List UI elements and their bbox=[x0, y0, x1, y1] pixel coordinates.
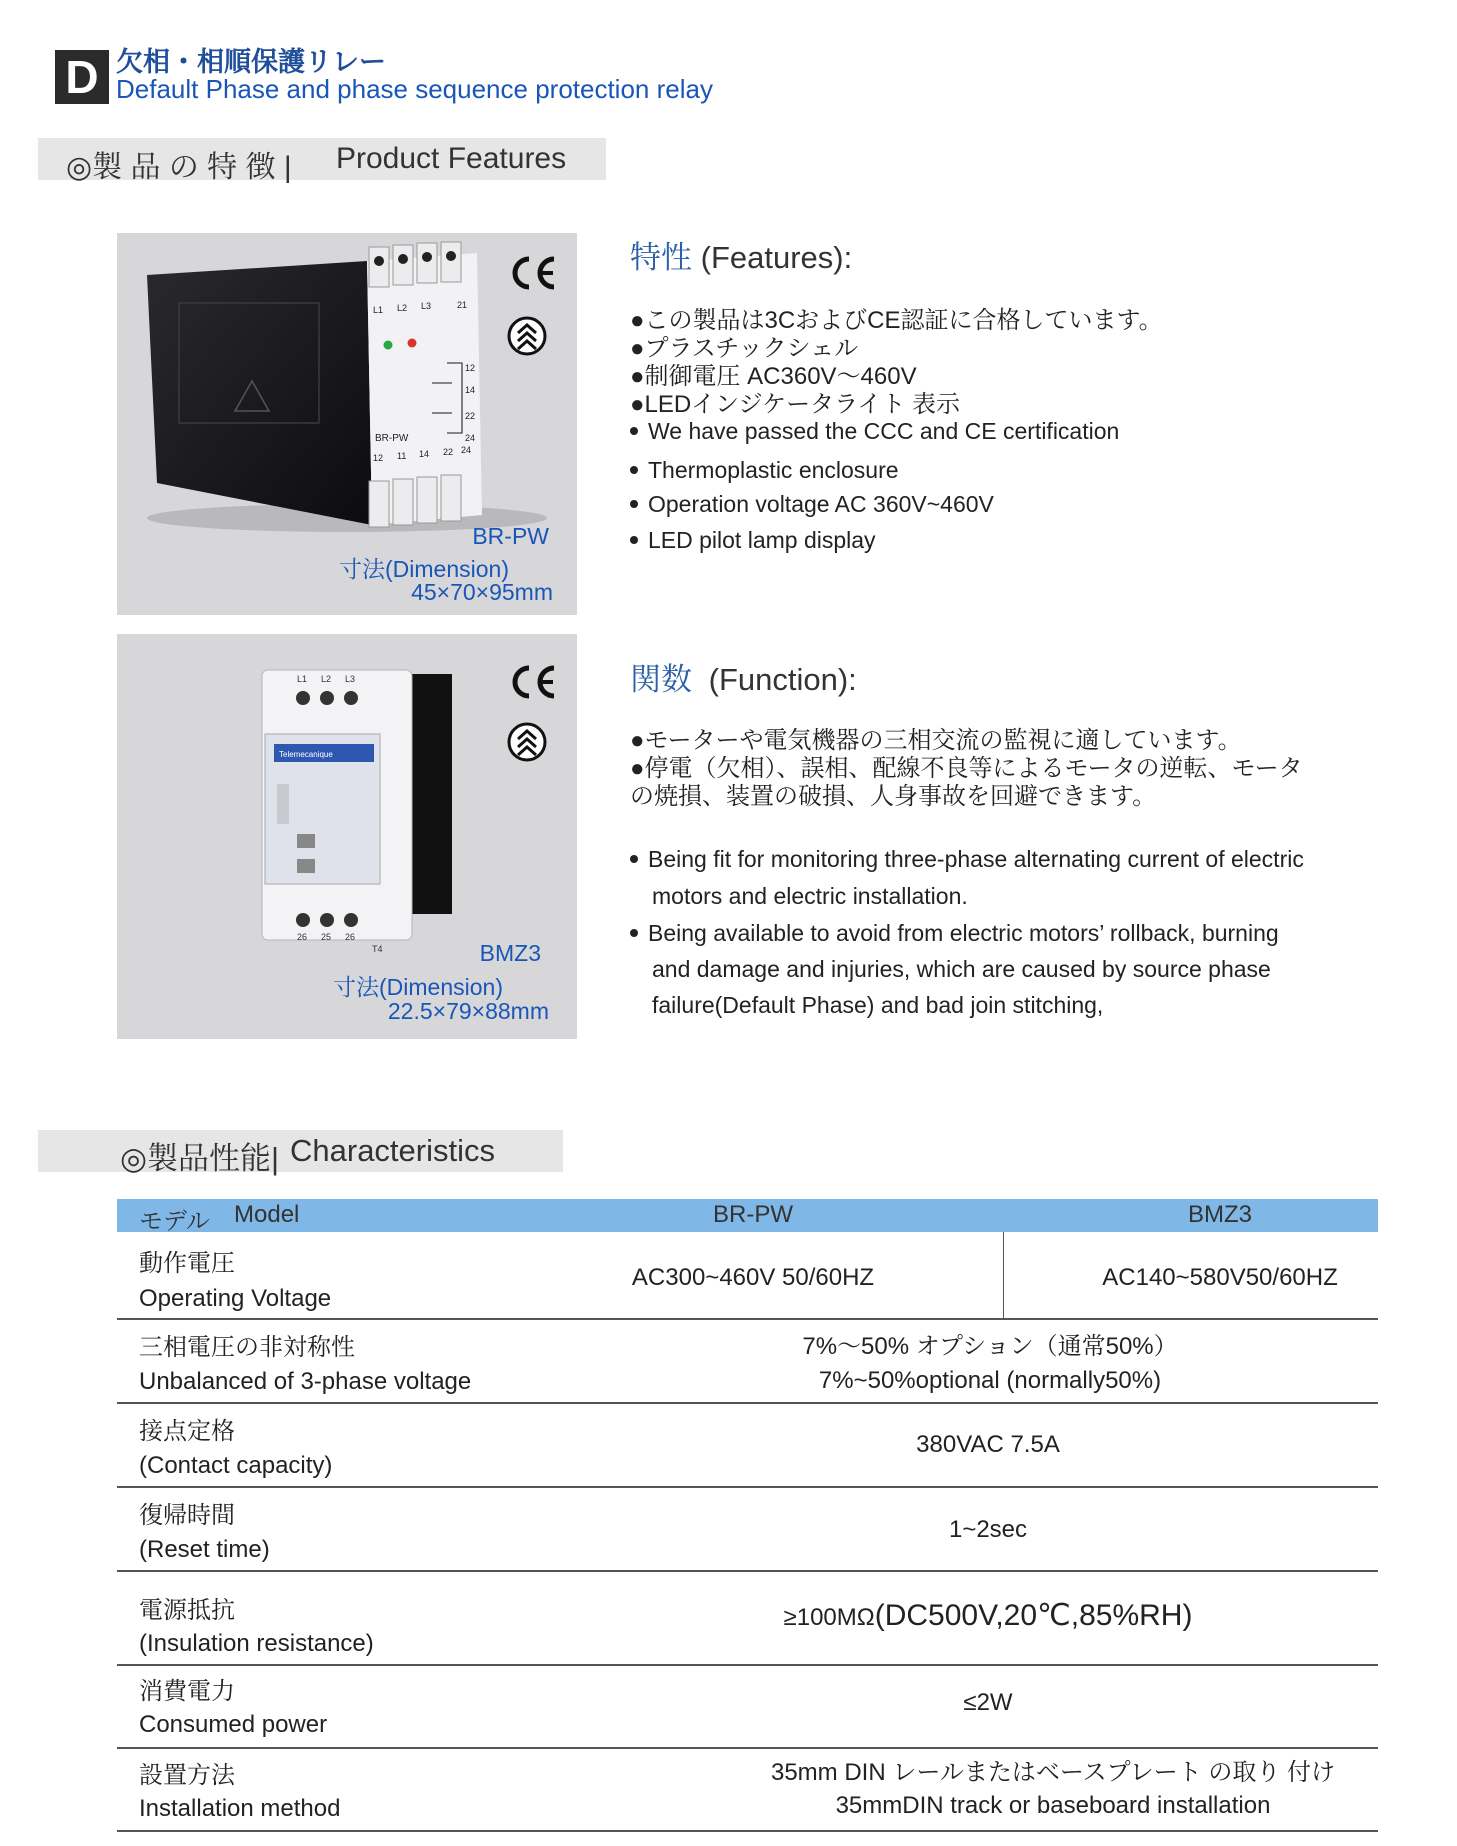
row-label-ja: 設置方法 bbox=[139, 1762, 235, 1789]
dimension-value: 45×70×95mm bbox=[411, 579, 553, 605]
terminal-label: 26 bbox=[345, 932, 356, 942]
row-label-ja: 接点定格 bbox=[139, 1418, 235, 1445]
feature-ja-item: ●この製品は3CおよびCE認証に合格しています。 bbox=[630, 307, 1163, 334]
terminal-label: L3 bbox=[421, 301, 432, 311]
ce-mark-icon bbox=[515, 668, 554, 696]
function-ja-line: の焼損、装置の破損、人身事故を回避できます。 bbox=[630, 783, 1157, 810]
section-label-en: Product Features bbox=[336, 142, 567, 175]
terminal-label: 21 bbox=[457, 300, 468, 310]
section-header-features bbox=[38, 138, 606, 184]
row-label-ja: 消費電力 bbox=[139, 1678, 235, 1705]
row-value-en: 7%~50%optional (normally50%) bbox=[818, 1367, 1162, 1394]
row-divider bbox=[117, 1402, 1378, 1404]
table-header-col1: BR-PW bbox=[713, 1201, 793, 1228]
terminal-label: 14 bbox=[465, 385, 476, 395]
feature-ja-item: ●制御電圧 AC360V～460V bbox=[630, 363, 917, 390]
terminal-label: 24 bbox=[465, 433, 476, 443]
row-value-small: ≥100MΩ bbox=[783, 1604, 875, 1631]
row-divider bbox=[117, 1486, 1378, 1488]
function-en-item-cont: motors and electric installation. bbox=[652, 883, 968, 909]
ccc-mark-icon bbox=[509, 724, 545, 760]
feature-en-item: Thermoplastic enclosure bbox=[630, 457, 899, 484]
row-value: ≤2W bbox=[963, 1689, 1013, 1716]
column-divider bbox=[1003, 1232, 1004, 1318]
terminal-label: 22 bbox=[443, 447, 454, 457]
page-title-en: Default Phase and phase sequence protection relay bbox=[116, 74, 713, 104]
terminal-label: L3 bbox=[345, 674, 356, 684]
product-image-br-pw bbox=[117, 233, 577, 615]
terminal-label: 14 bbox=[419, 449, 430, 459]
bullet-icon bbox=[630, 500, 638, 508]
row-label-en: (Reset time) bbox=[139, 1536, 270, 1563]
product-model-label: BMZ3 bbox=[479, 940, 541, 966]
terminal-label: T4 bbox=[372, 944, 383, 954]
row-value: 380VAC 7.5A bbox=[916, 1431, 1060, 1458]
section-label-en: Characteristics bbox=[290, 1133, 495, 1168]
terminal-label: L2 bbox=[321, 674, 332, 684]
row-label-en: Operating Voltage bbox=[139, 1285, 332, 1312]
row-label-en: Unbalanced of 3-phase voltage bbox=[139, 1368, 472, 1395]
row-label-en: Consumed power bbox=[139, 1711, 328, 1738]
feature-en-item: LED pilot lamp display bbox=[630, 527, 876, 554]
product-model-label: BR-PW bbox=[472, 523, 549, 549]
function-en-item: Being fit for monitoring three-phase alternating current of electric bbox=[630, 846, 1304, 873]
ccc-mark-icon bbox=[509, 318, 545, 354]
function-heading-ja: 関数 bbox=[630, 662, 692, 697]
features-heading bbox=[630, 232, 852, 277]
brand-logo: Telemecanique bbox=[279, 750, 333, 759]
device-model-label: BR-PW bbox=[375, 433, 409, 444]
bullet-icon bbox=[630, 427, 638, 435]
terminal-label: 22 bbox=[465, 411, 476, 421]
dimension-label: 寸法(Dimension) bbox=[333, 974, 503, 1000]
row-divider bbox=[117, 1830, 1378, 1832]
section-label-ja: ◎製品性能| bbox=[120, 1141, 280, 1176]
function-en-item-cont: failure(Default Phase) and bad join stitching, bbox=[652, 992, 1104, 1018]
table-header-model-ja: モデル bbox=[139, 1208, 210, 1235]
section-header-characteristics bbox=[38, 1130, 563, 1176]
function-ja-line: ●停電（欠相）、誤相、配線不良等によるモータの逆転、モータ bbox=[630, 755, 1303, 782]
terminal-label: 26 bbox=[297, 932, 308, 942]
row-value-ja: 35mm DIN レールまたはベースプレート の取り 付け bbox=[770, 1759, 1336, 1786]
table-header-col2: BMZ3 bbox=[1187, 1201, 1253, 1228]
dimension-label: 寸法(Dimension) bbox=[339, 556, 509, 582]
row-value: 1~2sec bbox=[948, 1516, 1028, 1543]
feature-en-item: We have passed the CCC and CE certification bbox=[630, 418, 1119, 445]
dimension-value: 22.5×79×88mm bbox=[387, 998, 549, 1024]
row-divider bbox=[117, 1318, 1378, 1320]
row-label-ja: 動作電圧 bbox=[139, 1250, 235, 1277]
terminal-label: L2 bbox=[397, 303, 408, 313]
features-heading-en: (Features): bbox=[700, 240, 853, 275]
function-en-item: Being available to avoid from electric motors’ rollback, burning bbox=[630, 920, 1279, 947]
table-header-model-en: Model bbox=[234, 1201, 300, 1228]
row-value bbox=[784, 1598, 1193, 1633]
bullet-icon bbox=[630, 929, 638, 937]
function-ja-line: ●モーターや電気機器の三相交流の監視に適しています。 bbox=[630, 727, 1242, 754]
row-label-ja: 復帰時間 bbox=[139, 1502, 235, 1529]
bullet-icon bbox=[630, 855, 638, 863]
bullet-icon bbox=[630, 466, 638, 474]
section-letter-badge: D bbox=[55, 50, 109, 104]
terminal-label: 25 bbox=[321, 932, 332, 942]
product-image-bmz3 bbox=[117, 634, 577, 1039]
feature-ja-item: ●プラスチックシェル bbox=[630, 335, 859, 362]
ce-mark-icon bbox=[515, 259, 554, 287]
bullet-icon bbox=[630, 536, 638, 544]
terminal-label: 24 bbox=[461, 445, 472, 455]
terminal-label: L1 bbox=[297, 674, 308, 684]
function-heading-en: (Function): bbox=[708, 662, 857, 697]
features-heading-ja: 特性 bbox=[630, 240, 692, 275]
row-label-ja: 電源抵抗 bbox=[139, 1597, 235, 1624]
row-value-col2: AC140~580V50/60HZ bbox=[1102, 1264, 1338, 1291]
row-value-large: (DC500V,20℃,85%RH) bbox=[874, 1599, 1193, 1632]
row-divider bbox=[117, 1664, 1378, 1666]
page-title-ja: 欠相・相順保護リレー bbox=[116, 47, 386, 77]
row-label-en: Installation method bbox=[139, 1795, 341, 1822]
terminal-label: 11 bbox=[397, 451, 407, 461]
function-en-item-cont: and damage and injuries, which are caused by source phase bbox=[652, 956, 1271, 982]
row-label-en: (Insulation resistance) bbox=[139, 1630, 374, 1657]
row-label-ja: 三相電圧の非対称性 bbox=[139, 1334, 355, 1361]
feature-ja-item: ●LEDインジケータライト 表示 bbox=[630, 391, 961, 418]
row-value-col1: AC300~460V 50/60HZ bbox=[631, 1264, 875, 1291]
table-header bbox=[117, 1199, 1378, 1235]
function-heading bbox=[630, 654, 857, 699]
terminal-label: L1 bbox=[373, 305, 384, 315]
section-label-ja: ◎製 品 の 特 徴 | bbox=[66, 151, 292, 184]
row-label-en: (Contact capacity) bbox=[139, 1452, 333, 1479]
row-divider bbox=[117, 1570, 1378, 1572]
row-value-ja: 7%～50% オプション（通常50%） bbox=[802, 1333, 1178, 1360]
terminal-label: 12 bbox=[465, 363, 476, 373]
terminal-label: 12 bbox=[373, 453, 384, 463]
row-divider bbox=[117, 1747, 1378, 1749]
feature-en-item: Operation voltage AC 360V~460V bbox=[630, 491, 994, 518]
row-value-en: 35mmDIN track or baseboard installation bbox=[835, 1792, 1271, 1819]
